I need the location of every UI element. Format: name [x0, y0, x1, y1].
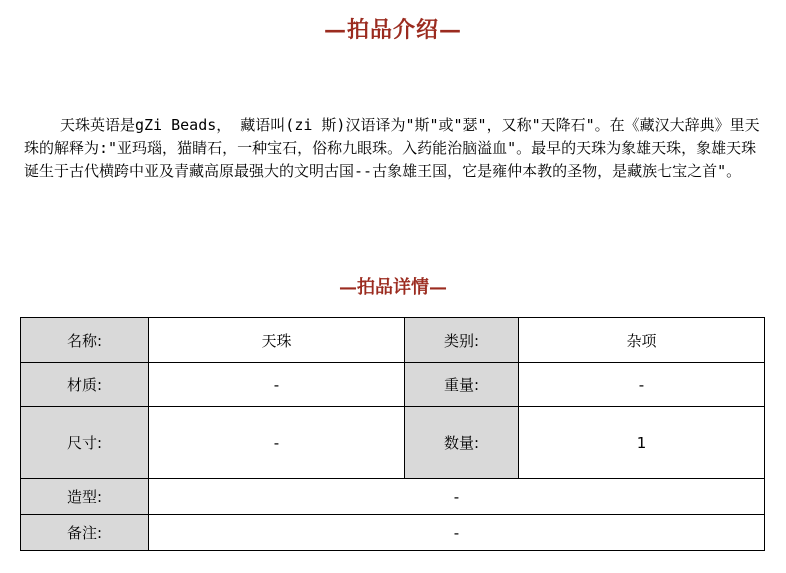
shape-label: 造型: [21, 479, 149, 515]
quantity-value: 1 [519, 407, 765, 479]
size-label: 尺寸: [21, 407, 149, 479]
name-label: 名称: [21, 318, 149, 363]
shape-value: - [149, 479, 765, 515]
name-value: 天珠 [149, 318, 405, 363]
table-row [21, 407, 765, 479]
weight-value: - [519, 363, 765, 407]
table-row [21, 363, 765, 407]
remark-value: - [149, 515, 765, 551]
category-value: 杂项 [519, 318, 765, 363]
details-table [20, 317, 765, 551]
table-row [21, 515, 765, 551]
quantity-label: 数量: [405, 407, 519, 479]
material-value: - [149, 363, 405, 407]
intro-title: —拍品介绍— [323, 17, 462, 43]
intro-text: 天珠英语是gZi Beads， 藏语叫(zi 斯)汉语译为"斯"或"瑟"，又称"天降石"。在《藏汉大辞典》里天珠的解释为:"亚玛瑙，猫睛石，一种宝石，俗称九眼珠。入药能治脑溢血"。最早的天珠为象雄天珠，象雄天珠诞生于古代横跨中亚及青藏高原最强大的文明古国--古象雄王国，它是雍仲本教的圣物，是藏族七宝之首"。 [24, 116, 760, 180]
material-label: 材质: [21, 363, 149, 407]
table-row [21, 479, 765, 515]
weight-label: 重量: [405, 363, 519, 407]
remark-label: 备注: [21, 515, 149, 551]
size-value: - [149, 407, 405, 479]
details-title: —拍品详情— [339, 277, 447, 298]
category-label: 类别: [405, 318, 519, 363]
table-row [21, 318, 765, 363]
